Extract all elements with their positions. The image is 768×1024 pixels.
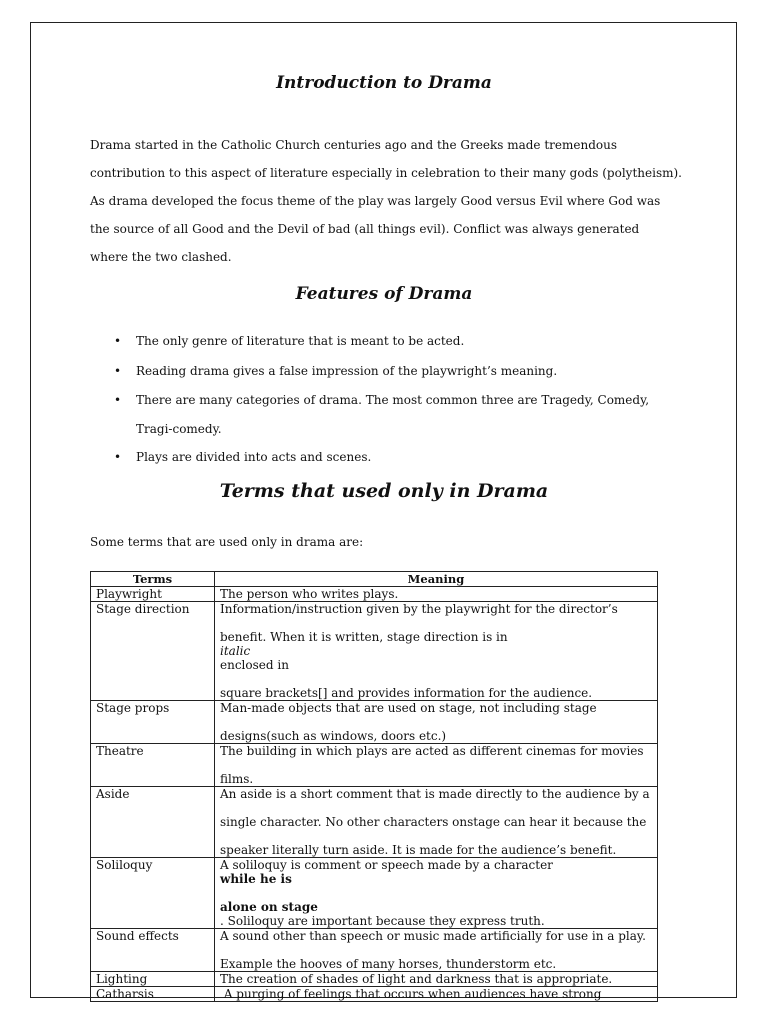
intro-line: contribution to this aspect of literature especially in celebration to their many gods (polytheism). — [90, 166, 682, 180]
table-row — [91, 602, 658, 701]
title-terms: Terms that used only in Drama — [219, 480, 549, 502]
meaning-cell — [215, 972, 658, 987]
terms-intro: Some terms that are used only in drama are: — [90, 535, 364, 549]
meaning-line: films. — [220, 772, 254, 786]
meaning-cell — [215, 787, 658, 858]
list-item-text: There are many categories of drama. The most common three are Tragedy, Comedy, — [136, 393, 650, 407]
column-header-meaning: Meaning — [215, 572, 658, 587]
meaning-line: single character. No other characters onstage can hear it because the — [220, 815, 647, 829]
meaning-cell — [215, 587, 658, 602]
meaning-cell — [215, 701, 658, 744]
table-row — [91, 787, 658, 858]
term-cell: Stage props — [91, 701, 215, 744]
intro-line: the source of all Good and the Devil of bad (all things evil). Conflict was always generated — [90, 222, 640, 236]
term-cell: Playwright — [91, 587, 215, 602]
meaning-cell — [215, 858, 658, 929]
meaning-line — [220, 630, 652, 672]
meaning-text: A soliloquy is comment or speech made by a character — [220, 858, 553, 872]
meaning-line: designs(such as windows, doors etc.) — [220, 729, 447, 743]
term-cell: Stage direction — [91, 602, 215, 701]
meaning-line: Man-made objects that are used on stage, not including stage — [220, 701, 597, 715]
meaning-cell — [215, 987, 658, 1002]
meaning-cell — [215, 602, 658, 701]
intro-line: where the two clashed. — [90, 250, 232, 264]
term-cell: Lighting — [91, 972, 215, 987]
meaning-line — [220, 900, 652, 928]
meaning-line: speaker literally turn aside. It is made for the audience’s benefit. — [220, 843, 617, 857]
term-cell: Soliloquy — [91, 858, 215, 929]
table-row — [91, 929, 658, 972]
meaning-cell — [215, 929, 658, 972]
table-row — [91, 987, 658, 1002]
meaning-line: The person who writes plays. — [220, 587, 399, 601]
term-cell: Catharsis — [91, 987, 215, 1002]
list-item-text: Reading drama gives a false impression of the playwright’s meaning. — [136, 364, 558, 378]
list-item-text: The only genre of literature that is meant to be acted. — [136, 334, 465, 348]
meaning-line: Information/instruction given by the playwright for the director’s — [220, 602, 618, 616]
table-header-row — [91, 572, 658, 587]
term-cell: Sound effects — [91, 929, 215, 972]
table-row — [91, 587, 658, 602]
meaning-text: . Soliloquy are important because they express truth. — [220, 914, 545, 928]
meaning-line: square brackets[] and provides information for the audience. — [220, 686, 593, 700]
bullet-icon: • — [114, 393, 122, 407]
table-row — [91, 858, 658, 929]
list-item-text: Plays are divided into acts and scenes. — [136, 450, 372, 464]
meaning-cell — [215, 744, 658, 787]
meaning-line — [220, 858, 652, 886]
meaning-bold-text: alone on stage — [220, 900, 318, 914]
column-header-terms: Terms — [91, 572, 215, 587]
meaning-bold-text: while he is — [220, 872, 292, 886]
term-cell: Theatre — [91, 744, 215, 787]
intro-line: As drama developed the focus theme of the play was largely Good versus Evil where God was — [90, 194, 661, 208]
table-row — [91, 701, 658, 744]
meaning-text: enclosed in — [220, 658, 289, 672]
terms-table — [90, 571, 658, 1002]
meaning-line: A purging of feelings that occurs when audiences have strong — [220, 987, 602, 1001]
meaning-text: benefit. When it is written, stage direction is in — [220, 630, 508, 644]
intro-line: Drama started in the Catholic Church centuries ago and the Greeks made tremendous — [90, 138, 617, 152]
title-introduction: Introduction to Drama — [276, 73, 492, 93]
list-item-text: Tragi-comedy. — [136, 422, 222, 436]
meaning-line: A sound other than speech or music made artificially for use in a play. — [220, 929, 646, 943]
intro-paragraph — [90, 131, 680, 271]
meaning-line: The creation of shades of light and darkness that is appropriate. — [220, 972, 613, 986]
table-row — [91, 972, 658, 987]
meaning-italic-text: italic — [220, 644, 251, 658]
title-features: Features of Drama — [295, 284, 473, 304]
table-row — [91, 744, 658, 787]
bullet-icon: • — [114, 450, 122, 464]
meaning-line: An aside is a short comment that is made directly to the audience by a — [220, 787, 650, 801]
bullet-icon: • — [114, 364, 122, 378]
bullet-icon: • — [114, 334, 122, 348]
meaning-line: The building in which plays are acted as different cinemas for movies — [220, 744, 644, 758]
meaning-line: Example the hooves of many horses, thunderstorm etc. — [220, 957, 557, 971]
term-cell: Aside — [91, 787, 215, 858]
